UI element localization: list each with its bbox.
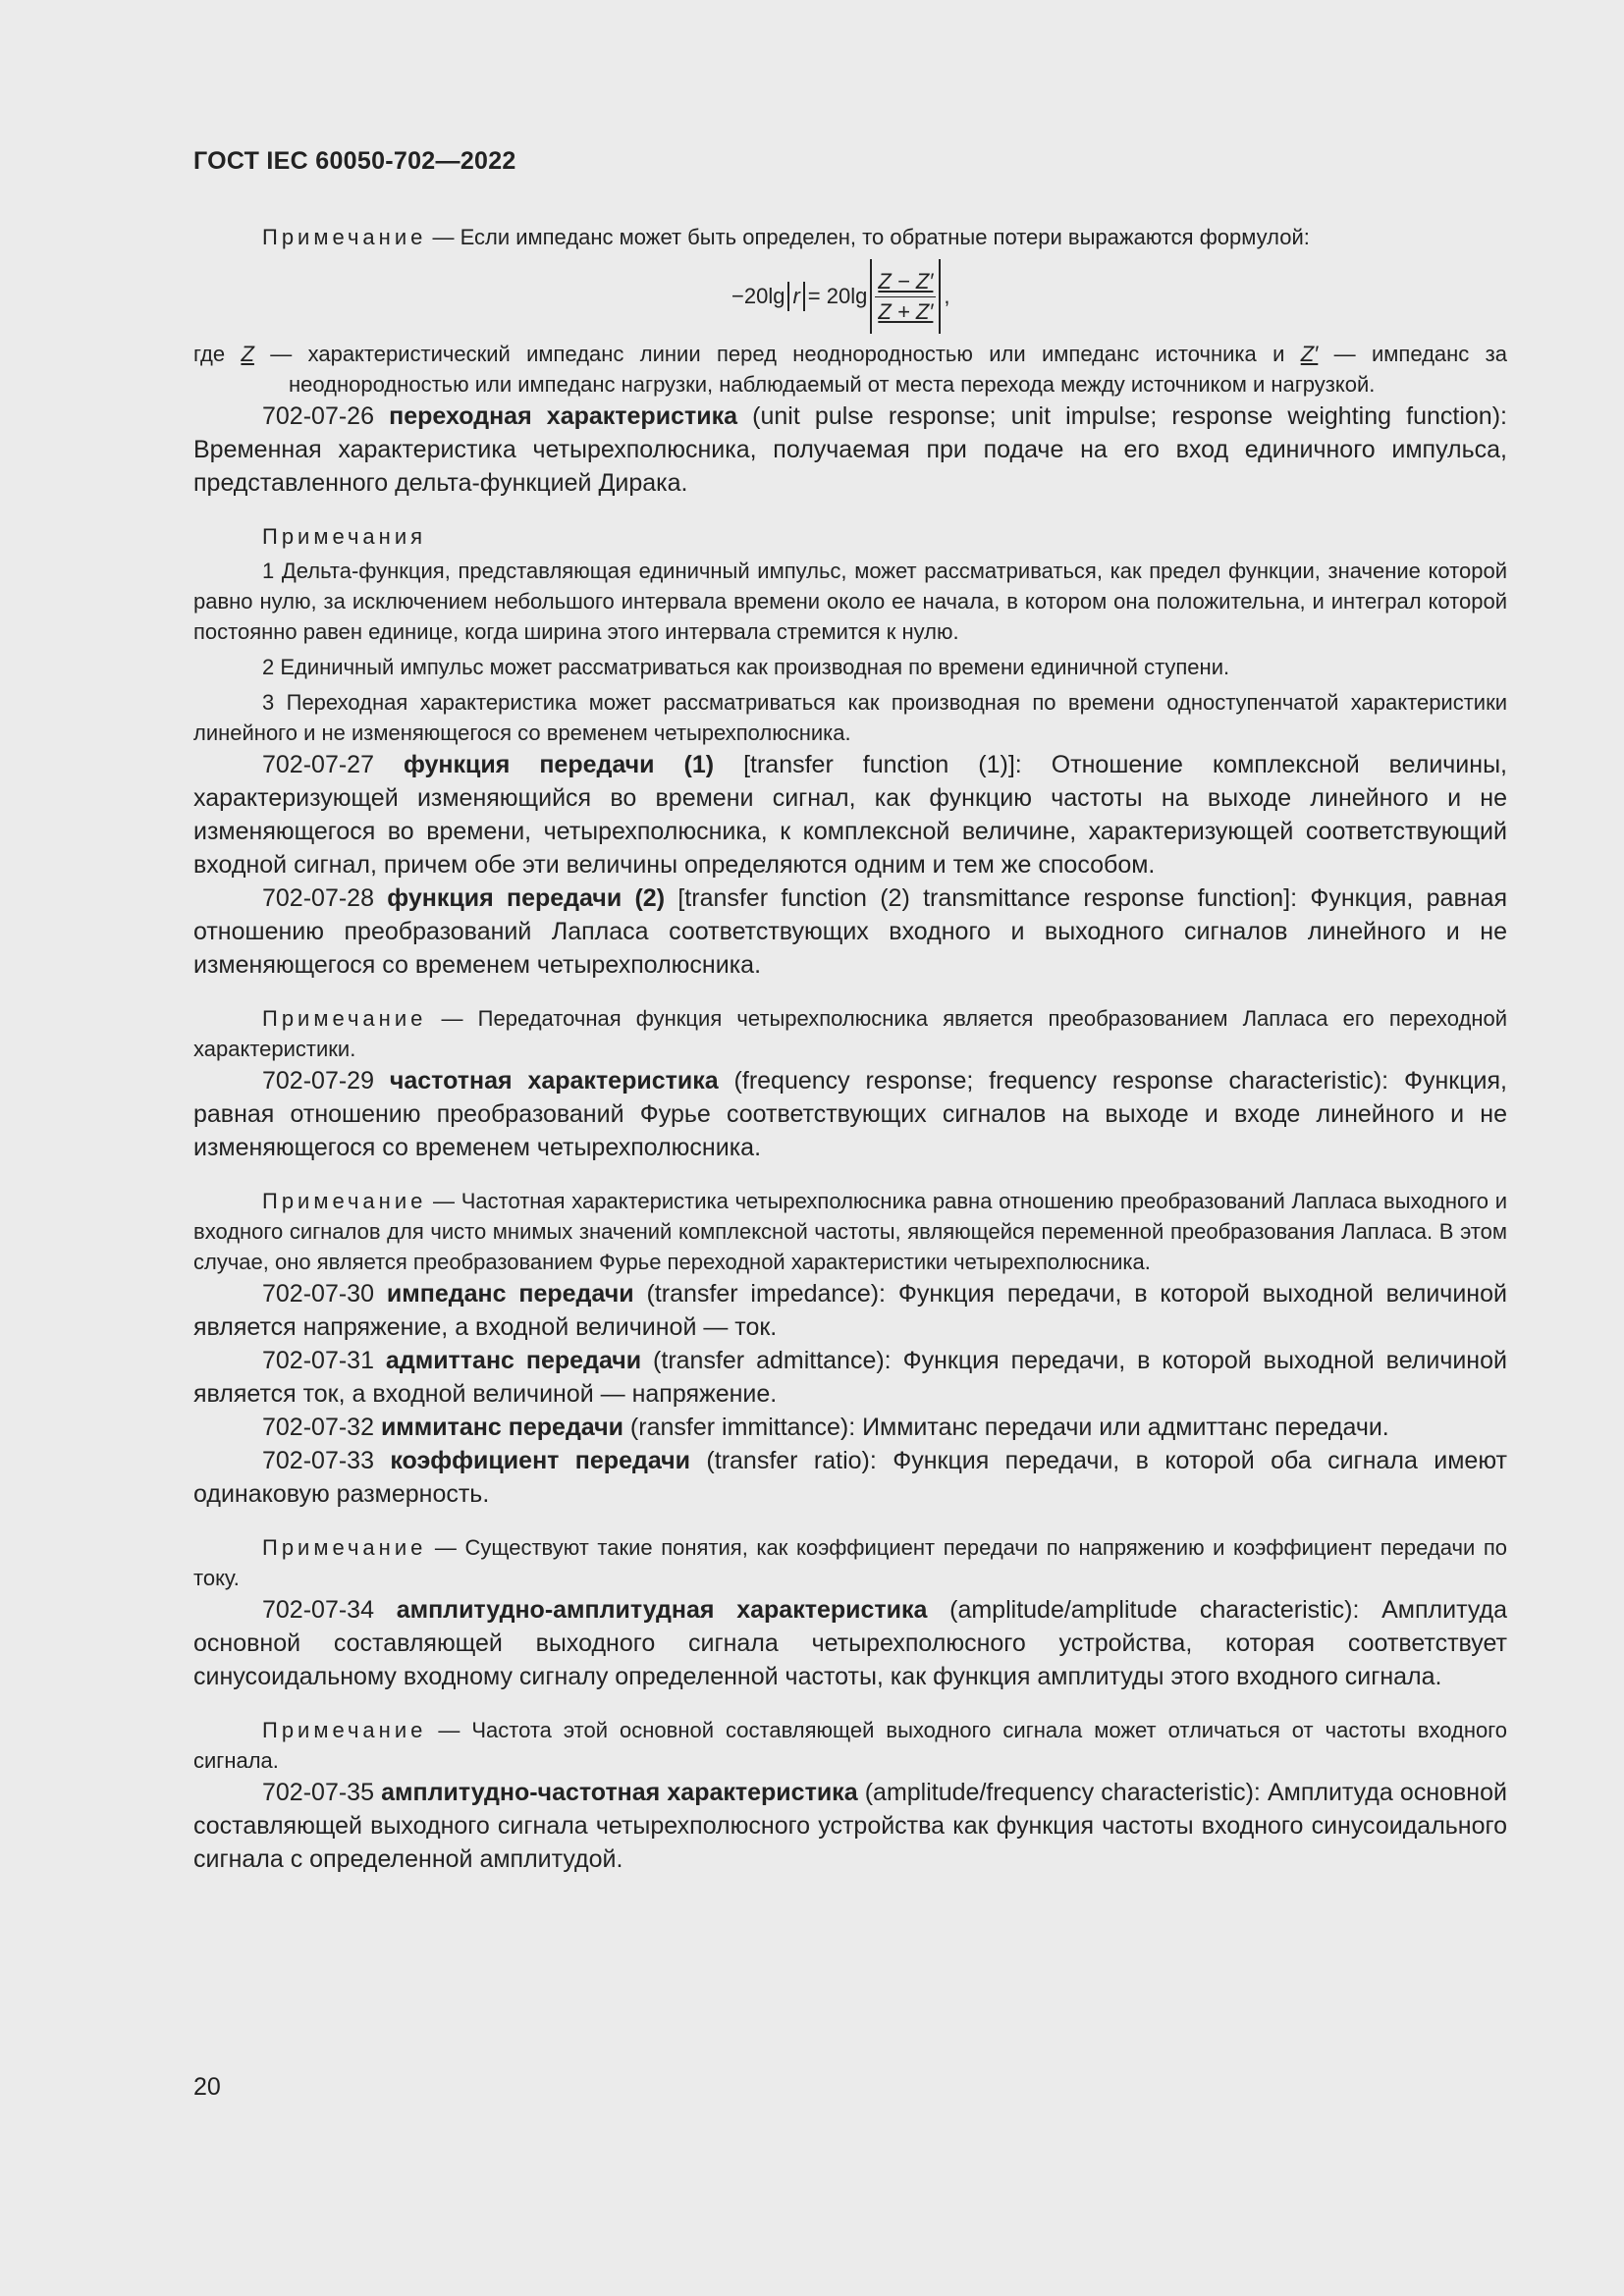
term-code: 702-07-31 xyxy=(262,1347,386,1374)
abs-bar xyxy=(803,282,805,311)
where-tail: — импеданс за неоднородностью или импеданс нагрузки, наблюдаемый от места перехода между источником и нагрузкой. xyxy=(289,342,1507,397)
term-code: 702-07-35 xyxy=(262,1779,382,1806)
term-name: функция передачи (2) xyxy=(387,884,666,912)
note-item: 2 Единичный импульс может рассматриваться как производная по времени единичной ступени. xyxy=(262,655,1230,679)
term-definition: [transfer function (1)]: Отношение комплексной величины, характеризующей изменяющийся во времени сигнал, как функцию частоты на выходе линейного и не изменяющегося во времени, четырехполюсника, к комплексной величине, характеризующей соответствующий входной сигнал, причем обе эти величины определяются одним и тем же способом. xyxy=(193,751,1507,879)
formula-lhs-var: r xyxy=(792,284,800,308)
term-code: 702-07-33 xyxy=(262,1447,391,1474)
note-item: 3 Переходная характеристика может рассматриваться как производная по времени одноступенчатой характеристики линейного и не изменяющегося со временем четырехполюсника. xyxy=(193,690,1507,745)
where-prefix: где xyxy=(193,342,242,366)
term-definition: (transfer admittance): Функция передачи, в которой выходной величиной является ток, а входной величиной — напряжение. xyxy=(193,1347,1507,1408)
term-code: 702-07-30 xyxy=(262,1280,387,1308)
term-definition: (unit pulse response; unit impulse; response weighting function): Временная характеристика четырехполюсника, получаемая при подаче на его вход единичного импульса, представленного дельта-функцией Дирака. xyxy=(193,402,1507,497)
notes-label: Примечания xyxy=(262,524,427,549)
term-name: коэффициент передачи xyxy=(390,1447,691,1474)
where-clause xyxy=(193,339,1507,400)
return-loss-formula xyxy=(731,258,950,335)
term-name: частотная характеристика xyxy=(389,1067,719,1095)
note-text: — Если импеданс может быть определен, то обратные потери выражаются формулой: xyxy=(426,225,1310,249)
formula-trail: , xyxy=(944,284,950,308)
note-label: Примечание xyxy=(262,1006,427,1031)
term-702-07-34 xyxy=(193,1593,1507,1693)
note-text: — Частота этой основной составляющей выходного сигнала может отличаться от частоты входного сигнала. xyxy=(193,1718,1507,1773)
note-text: — Передаточная функция четырехполюсника является преобразованием Лапласа его переходной характеристики. xyxy=(193,1006,1507,1061)
term-definition: (frequency response; frequency response characteristic): Функция, равная отношению преобразований Фурье соответствующих сигналов на выходе и входе линейного и не изменяющегося со временем четырехполюсника. xyxy=(193,1067,1507,1161)
note-label: Примечание xyxy=(262,1535,427,1560)
term-name: адмиттанс передачи xyxy=(385,1347,642,1374)
term-702-07-28 xyxy=(193,881,1507,982)
term-definition: [transfer function (2) transmittance response function]: Функция, равная отношению преобразований Лапласа соответствующих входного и выходного сигналов линейного и не изменяющегося со временем четырехполюсника. xyxy=(193,884,1507,979)
note-702-07-29 xyxy=(193,1186,1507,1277)
page-number: 20 xyxy=(193,2073,221,2101)
term-code: 702-07-28 xyxy=(262,884,388,912)
term-definition: (transfer ratio): Функция передачи, в которой оба сигнала имеют одинаковую размерность. xyxy=(193,1447,1507,1508)
term-702-07-33 xyxy=(193,1444,1507,1511)
term-name: амплитудно-амплитудная характеристика xyxy=(396,1596,928,1624)
formula-block xyxy=(193,252,1507,339)
term-702-07-27 xyxy=(193,748,1507,881)
term-code: 702-07-29 xyxy=(262,1067,390,1095)
notes-heading xyxy=(193,521,1507,552)
term-702-07-30 xyxy=(193,1277,1507,1344)
note-label: Примечание xyxy=(262,225,427,249)
formula-eq: = 20lg xyxy=(807,284,868,308)
document-body xyxy=(193,222,1507,1876)
note-text: — Существуют такие понятия, как коэффициент передачи по напряжению и коэффициент передачи по току. xyxy=(193,1535,1507,1590)
term-code: 702-07-32 xyxy=(262,1414,381,1441)
note-item: 1 Дельта-функция, представляющая единичный импульс, может рассматриваться, как предел функции, значение которой равно нулю, за исключением небольшого интервала времени около ее начала, в котором она положительна, и интеграл которой постоянно равен единице, когда ширина этого интервала стремится к нулю. xyxy=(193,559,1507,644)
term-name: иммитанс передачи xyxy=(380,1414,623,1441)
term-code: 702-07-34 xyxy=(262,1596,397,1624)
note-702-07-33 xyxy=(193,1532,1507,1593)
term-definition: (ransfer immittance): Иммитанс передачи или адмиттанс передачи. xyxy=(623,1414,1389,1441)
term-code: 702-07-26 xyxy=(262,402,390,430)
term-definition: (amplitude/amplitude characteristic): Амплитуда основной составляющей выходного сигнала четырехполюсного устройства, которая соответствует синусоидальному входному сигналу определенной частоты, как функция амплитуды этого входного сигнала. xyxy=(193,1596,1507,1690)
term-definition: (amplitude/frequency characteristic): Амплитуда основной составляющей выходного сигнала четырехполюсного устройства как функция частоты входного синусоидального сигнала с определенной амплитудой. xyxy=(193,1779,1507,1873)
where-mid: — характеристический импеданс линии перед неоднородностью или импеданс источника и xyxy=(253,342,1301,366)
note-702-07-28 xyxy=(193,1003,1507,1064)
formula-fraction xyxy=(875,269,936,325)
where-z2: Z′ xyxy=(1300,342,1319,366)
term-code: 702-07-27 xyxy=(262,751,404,778)
formula-numerator: Z − Z′ xyxy=(875,269,936,297)
note-label: Примечание xyxy=(262,1189,427,1213)
term-name: переходная характеристика xyxy=(389,402,738,430)
note-label: Примечание xyxy=(262,1718,427,1742)
term-definition: (transfer impedance): Функция передачи, в которой выходной величиной является напряжение, а входной величиной — ток. xyxy=(193,1280,1507,1341)
term-702-07-31 xyxy=(193,1344,1507,1411)
term-name: амплитудно-частотная характеристика xyxy=(381,1779,858,1806)
formula-denominator: Z + Z′ xyxy=(878,298,934,324)
note-text: — Частотная характеристика четырехполюсника равна отношению преобразований Лапласа выходного и входного сигналов для чисто мнимых значений комплексной частоты, являющейся переменной преобразования Лапласа. В этом случае, оно является преобразованием Фурье переходной характеристики четырехполюсника. xyxy=(193,1189,1507,1274)
note-formula xyxy=(193,222,1507,252)
term-name: импеданс передачи xyxy=(386,1280,634,1308)
where-z: Z xyxy=(241,342,254,366)
abs-bar xyxy=(870,259,872,334)
term-702-07-29 xyxy=(193,1064,1507,1164)
note-702-07-34 xyxy=(193,1715,1507,1776)
term-name: функция передачи (1) xyxy=(403,751,715,778)
term-702-07-32 xyxy=(193,1411,1507,1444)
term-702-07-35 xyxy=(193,1776,1507,1876)
formula-lhs-prefix: −20lg xyxy=(731,284,785,308)
abs-bar xyxy=(939,259,941,334)
abs-bar xyxy=(787,282,789,311)
document-header: ГОСТ IEC 60050-702—2022 xyxy=(193,147,516,175)
term-702-07-26 xyxy=(193,400,1507,500)
